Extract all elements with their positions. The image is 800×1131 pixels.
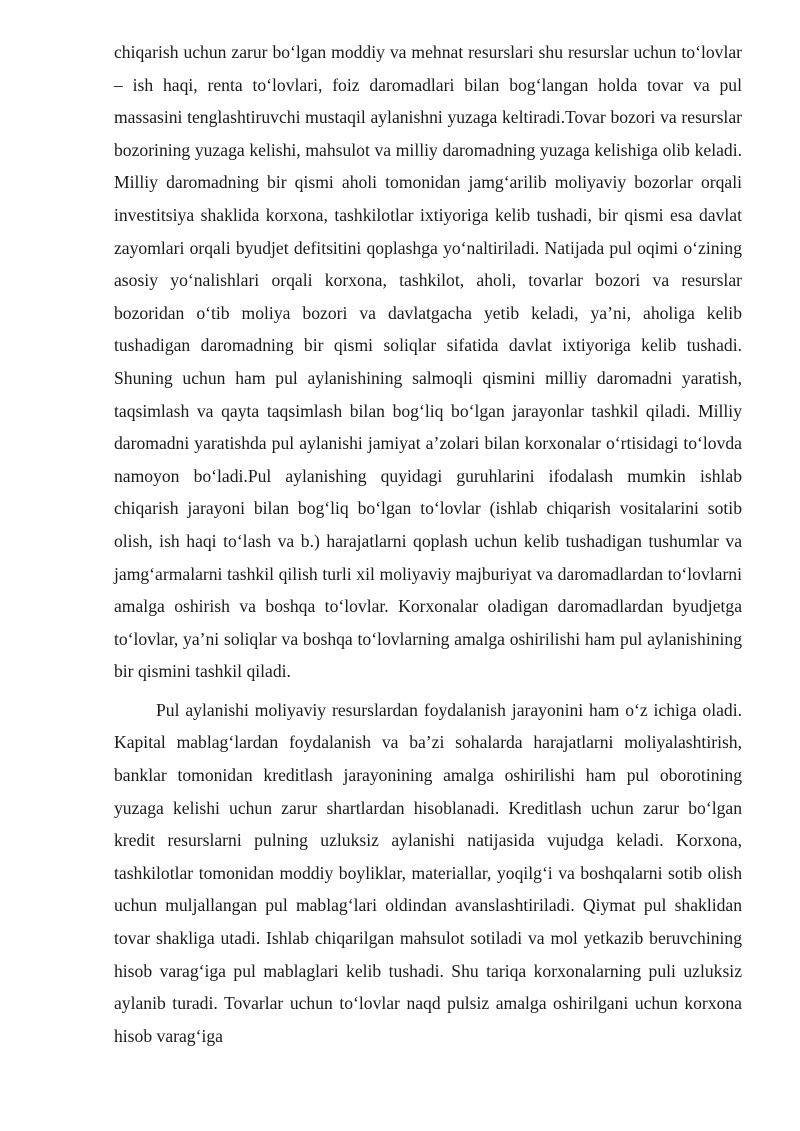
paragraph-financial-resources: Pul aylanishi moliyaviy resurslardan foydalanish jarayonini ham o‘z ichiga oladi. Kapital mablag‘lardan foydalanish va ba’zi sohalarda harajatlarni moliyalashtirish, banklar tomonidan kreditlash jarayonining amalga oshirilishi ham pul oborotining yuzaga kelishi uchun zarur shartlardan hisoblanadi. Kreditlash uchun zarur bo‘lgan kredit resurslarni pulning uzluksiz aylanishi natijasida vujudga keladi. Korxona, tashkilotlar tomonidan moddiy boyliklar, materiallar, yoqilg‘i va boshqalarni sotib olish uchun muljallangan pul mablag‘lari oldindan avanslashtiriladi. Qiymat pul shaklidan tovar shakliga utadi. Ishlab chiqarilgan mahsulot sotiladi va mol yetkazib beruvchining hisob varag‘iga pul mablaglari kelib tushadi. Shu tariqa korxonalarning puli uzluksiz aylanib turadi. Tovarlar uchun to‘lovlar naqd pulsiz amalga oshirilgani uchun korxona hisob varag‘iga xyxy=(114,699,742,1046)
document-page xyxy=(114,36,742,1052)
paragraph-money-circulation: chiqarish uchun zarur bo‘lgan moddiy va mehnat resurslari shu resurslar uchun to‘lovlar – ish haqi, renta to‘lovlari, foiz daromadlari bilan bog‘langan holda tovar va pul massasini tenglashtiruvchi mustaqil aylanishni yuzaga keltiradi.Tovar bozori va resurslar bozorining yuzaga kelishi, mahsulot va milliy daromadning yuzaga kelishiga olib keladi. Milliy daromadning bir qismi aholi tomonidan jamg‘arilib moliyaviy bozorlar orqali investitsiya shaklida korxona, tashkilotlar ixtiyoriga kelib tushadi, bir qismi esa davlat zayomlari orqali byudjet defitsitini qoplashga yo‘naltiriladi. Natijada pul oqimi o‘zining asosiy yo‘nalishlari orqali korxona, tashkilot, aholi, tovarlar bozori va resurslar bozoridan o‘tib moliya bozori va davlatgacha yetib keladi, ya’ni, aholiga kelib tushadigan daromadning bir qismi soliqlar sifatida davlat ixtiyoriga kelib tushadi. Shuning uchun ham pul aylanishining salmoqli qismini milliy daromadni yaratish, taqsimlash va qayta taqsimlash bilan bog‘liq bo‘lgan jarayonlar tashkil qiladi. Milliy daromadni yaratishda pul aylanishi jamiyat a’zolari bilan korxonalar o‘rtisidagi to‘lovda namoyon bo‘ladi.Pul aylanishing quyidagi guruhlarini ifodalash mumkin ishlab chiqarish jarayoni bilan bog‘liq bo‘lgan to‘lovlar (ishlab chiqarish vositalarini sotib olish, ish haqi to‘lash va b.) harajatlarni qoplash uchun kelib tushadigan tushumlar va jamg‘armalarni tashkil qilish turli xil moliyaviy majburiyat va daromadlardan to‘lovlarni amalga oshirish va boshqa to‘lovlar. Korxonalar oladigan daromadlardan byudjetga to‘lovlar, ya’ni soliqlar va boshqa to‘lovlarning amalga oshirilishi ham pul aylanishining bir qismini tashkil qiladi. xyxy=(114,42,742,682)
